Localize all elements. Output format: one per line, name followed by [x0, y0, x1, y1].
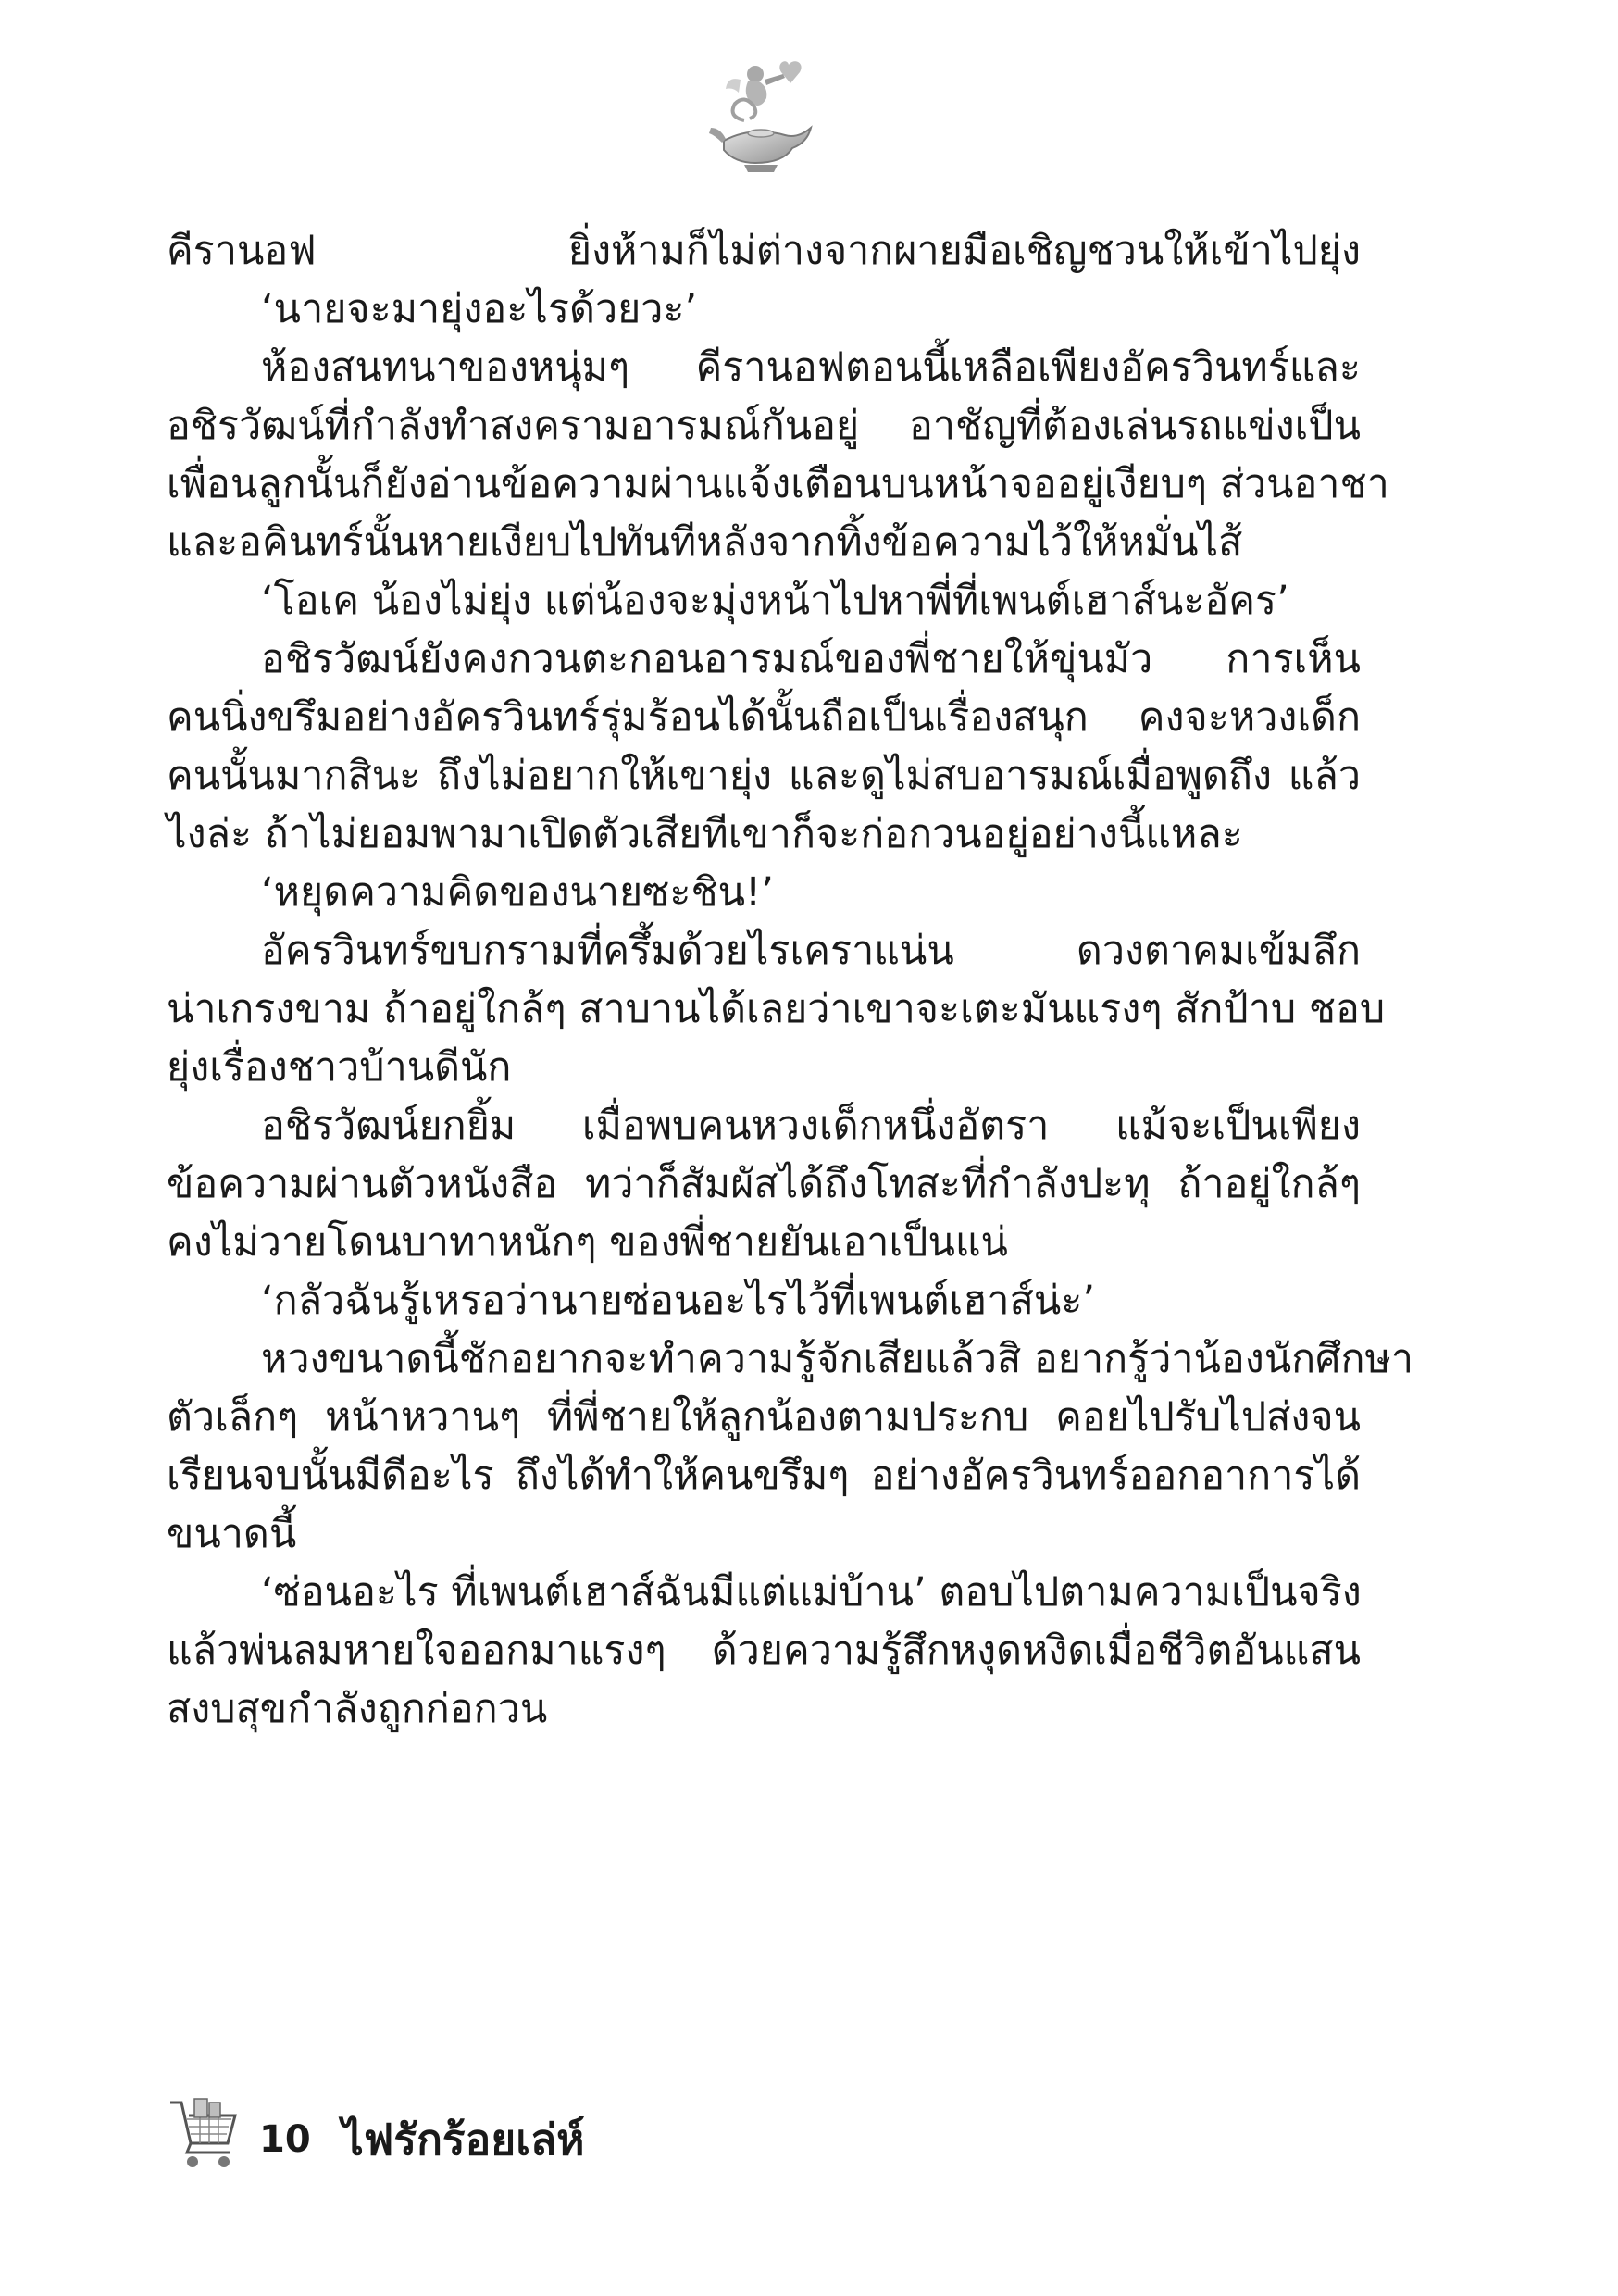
page-footer — [167, 2092, 584, 2176]
page-number: 10 — [259, 2118, 311, 2161]
text-line: คนนิ่งขรึมอย่างอัครวินทร์รุ่มร้อนได้นั้นถือเป็นเรื่องสนุก คงจะหวงเด็ก — [167, 694, 1361, 741]
text-line: เพื่อนลูกนั้นก็ยังอ่านข้อความผ่านแจ้งเตือนบนหน้าจออยู่เงียบๆ ส่วนอาชา — [167, 461, 1389, 507]
text-line: คงไม่วายโดนบาทาหนักๆ ของพี่ชายยันเอาเป็นแน่ — [167, 1219, 1008, 1266]
text-line: ‘นายจะมายุ่งอะไรด้วยวะ’ — [261, 286, 698, 332]
text-line: ‘โอเค น้องไม่ยุ่ง แต่น้องจะมุ่งหน้าไปหาพี่ที่เพนต์เฮาส์นะอัคร’ — [261, 578, 1289, 624]
text-line: และอคินทร์นั้นหายเงียบไปทันทีหลังจากทิ้งข้อความไว้ให้หมั่นไส้ — [167, 519, 1243, 566]
text-line: ขนาดนี้ — [167, 1511, 297, 1557]
genie-lamp-icon — [707, 56, 818, 176]
text-line: อชิรวัฒน์ยกยิ้ม เมื่อพบคนหวงเด็กหนึ่งอัตรา แม้จะเป็นเพียง — [261, 1103, 1361, 1149]
text-line: หวงขนาดนี้ชักอยากจะทำความรู้จักเสียแล้วสิ อยากรู้ว่าน้องนักศึกษา — [261, 1336, 1413, 1382]
text-line: ยุ่งเรื่องชาวบ้านดีนัก — [167, 1044, 512, 1091]
text-line: ข้อความผ่านตัวหนังสือ ทว่าก็สัมผัสได้ถึงโทสะที่กำลังปะทุ ถ้าอยู่ใกล้ๆ — [167, 1161, 1361, 1207]
text-line: ‘ซ่อนอะไร ที่เพนต์เฮาส์ฉันมีแต่แม่บ้าน’ ตอบไปตามความเป็นจริง — [261, 1569, 1362, 1616]
text-line: อชิรวัฒน์ที่กำลังทำสงครามอารมณ์กันอยู่ อาชัญที่ต้องเล่นรถแข่งเป็น — [167, 403, 1361, 449]
text-line: ห้องสนทนาของหนุ่มๆ คีรานอฟตอนนี้เหลือเพียงอัครวินทร์และ — [261, 344, 1361, 391]
text-line: แล้วพ่นลมหายใจออกมาแรงๆ ด้วยความรู้สึกหงุดหงิดเมื่อชีวิตอันแสน — [167, 1628, 1361, 1674]
text-line: อชิรวัฒน์ยังคงกวนตะกอนอารมณ์ของพี่ชายให้ขุ่นมัว การเห็น — [261, 636, 1361, 682]
text-line: ‘กลัวฉันรู้เหรอว่านายซ่อนอะไรไว้ที่เพนต์เฮาส์น่ะ’ — [261, 1278, 1095, 1324]
text-line: เรียนจบนั้นมีดีอะไร ถึงได้ทำให้คนขรึมๆ อย่างอัครวินทร์ออกอาการได้ — [167, 1453, 1361, 1499]
text-line: สงบสุขกำลังถูกก่อกวน — [167, 1686, 548, 1732]
text-line: ตัวเล็กๆ หน้าหวานๆ ที่พี่ชายให้ลูกน้องตามประกบ คอยไปรับไปส่งจน — [167, 1394, 1361, 1441]
book-title: ไฟรักร้อยเล่ห์ — [342, 2114, 585, 2165]
text-line: น่าเกรงขาม ถ้าอยู่ใกล้ๆ สาบานได้เลยว่าเขาจะเตะมันแรงๆ สักป้าบ ชอบ — [167, 986, 1386, 1032]
page-text-body — [167, 222, 1413, 1739]
text-line: ไงล่ะ ถ้าไม่ยอมพามาเปิดตัวเสียทีเขาก็จะก่อกวนอยู่อย่างนี้แหละ — [167, 811, 1243, 857]
text-line: คนนั้นมากสินะ ถึงไม่อยากให้เขายุ่ง และดูไม่สบอารมณ์เมื่อพูดถึง แล้ว — [167, 753, 1361, 799]
text-line: ‘หยุดความคิดของนายซะชิน!’ — [261, 869, 774, 916]
shopping-cart-icon — [167, 2095, 241, 2173]
text-line: คีรานอฟ ยิ่งห้ามก็ไม่ต่างจากผายมือเชิญชวนให้เข้าไปยุ่ง — [167, 228, 1361, 274]
text-line: อัครวินทร์ขบกรามที่ครึ้มด้วยไรเคราแน่น ดวงตาคมเข้มลึก — [261, 928, 1361, 974]
